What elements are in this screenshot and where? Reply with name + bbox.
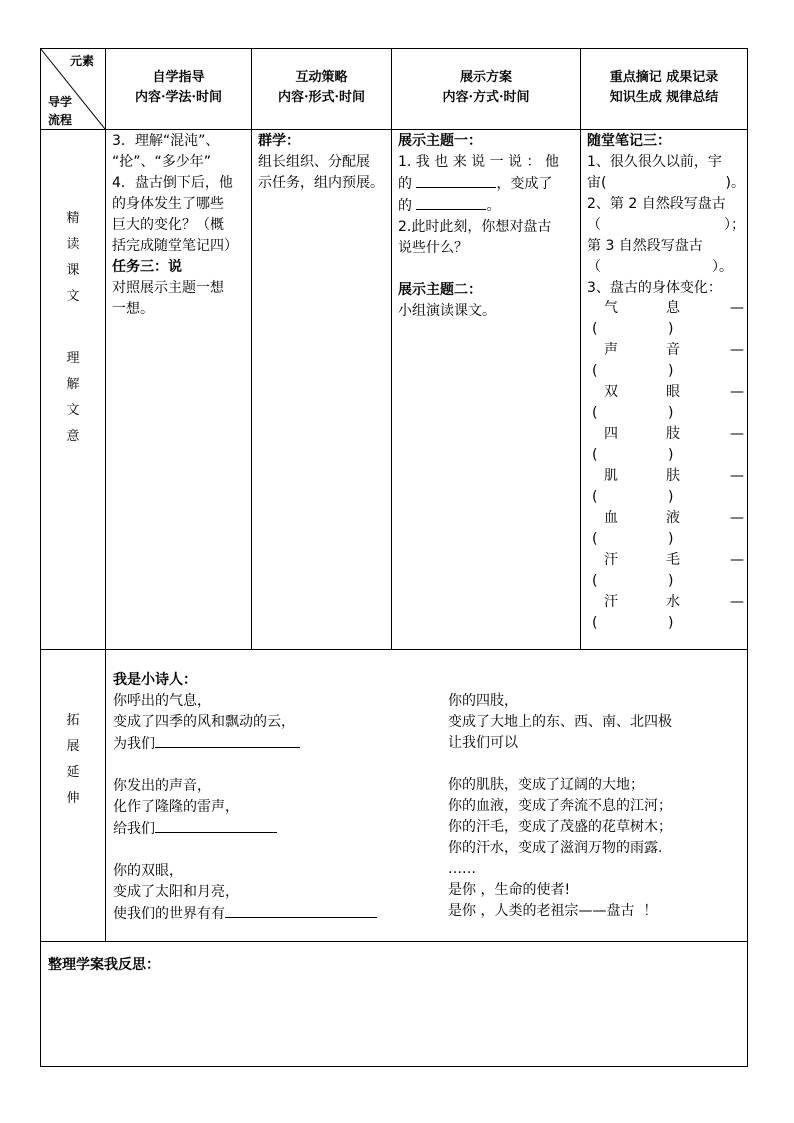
col-divider-4 bbox=[580, 48, 581, 649]
header-col-display: 展示方案 内容·方式·时间 bbox=[442, 70, 530, 105]
table-bottom-border bbox=[40, 1066, 748, 1067]
col-divider-2 bbox=[251, 48, 252, 649]
task-title: 任务三：说 bbox=[112, 259, 182, 275]
body-change-item: 肌 肤 — ( ) bbox=[592, 468, 744, 505]
row1-label-bottom: 理 解 文 意 bbox=[66, 351, 80, 444]
body-change-item: 血 液 — ( ) bbox=[592, 510, 744, 547]
header-col-interaction: 互动策略 内容·形式·时间 bbox=[277, 70, 366, 105]
body-change-item: 汗 水 — ( ) bbox=[592, 594, 744, 631]
display-title-1: 展示主题一： bbox=[398, 133, 482, 149]
col-divider-3 bbox=[391, 48, 392, 649]
table-left-border bbox=[40, 48, 41, 1067]
body-change-list bbox=[592, 298, 744, 634]
row2-label: 拓 展 延 伸 bbox=[66, 713, 80, 806]
body-change-item: 双 眼 — ( ) bbox=[592, 384, 744, 421]
display-content: 展示主题一： 1. 我 也 来 说 一 说 ： 他 的 ，变成了 的 。 2.此时此刻，你想对盘古 说些什么？ 展示主题二： 小组演读课文。 bbox=[398, 131, 578, 322]
header-bottom-border bbox=[40, 129, 748, 130]
row2-bottom-border bbox=[40, 941, 748, 942]
header-corner-top: 元素 bbox=[70, 54, 95, 68]
body-change-item: 汗 毛 — ( ) bbox=[592, 552, 744, 589]
body-change-item: 气 息 — ( ) bbox=[592, 300, 744, 337]
answer-blank[interactable] bbox=[416, 195, 486, 210]
table-top-border bbox=[40, 48, 748, 49]
reflection-area[interactable] bbox=[46, 980, 742, 1060]
self-study-content: 3．理解“混沌”、 “抡”、“多少年” 4．盘古倒下后，他 的身体发生了哪些 巨大的变化？（概 括完成随堂笔记四） 任务三：说 对照展示主题一想 一想。 bbox=[112, 131, 249, 320]
notes-title: 随堂笔记三： bbox=[587, 133, 671, 149]
poem-title: 我是小诗人： bbox=[113, 672, 197, 688]
interaction-content: 群学： 组长组织、分配展 示任务，组内预展。 bbox=[258, 131, 390, 194]
row1-label-top: 精 读 课 文 bbox=[66, 211, 80, 304]
display-title-2: 展示主题二： bbox=[398, 282, 482, 298]
header-col-notes: 重点摘记 成果记录 知识生成 规律总结 bbox=[609, 70, 719, 105]
header-col-self-study: 自学指导 内容·学法·时间 bbox=[134, 70, 223, 105]
poem-right-column: 你的四肢， 变成了大地上的东、西、南、北四极 让我们可以 你的肌肤，变成了辽阔的大地； 你的血液，变成了奔流不息的江河； 你的汗毛，变成了茂盛的花草树木； 你的汗水，变成了滋润万物的雨露. …… 是你 ，生命的使者! 是你 ，人类的老祖宗——盘古 ！ bbox=[448, 693, 672, 919]
notes-content: 随堂笔记三： 1、很久很久以前，宇 宙( )。 2、第 2 自然段写盘古 （ ）； 第 3 自然段写盘古 （ ）。 3、盘古的身体变化： bbox=[587, 133, 745, 296]
table-right-border bbox=[747, 48, 748, 1067]
body-change-item: 声 音 — ( ) bbox=[592, 342, 744, 379]
header-corner-bottom-1: 导学 bbox=[48, 95, 73, 109]
body-change-item: 四 肢 — ( ) bbox=[592, 426, 744, 463]
poem-blank[interactable] bbox=[225, 903, 377, 918]
col-divider-1 bbox=[105, 48, 106, 941]
reflection-title: 整理学案我反思： bbox=[48, 957, 160, 973]
poem-blank[interactable] bbox=[155, 733, 300, 748]
interaction-title: 群学： bbox=[258, 133, 300, 149]
answer-blank[interactable] bbox=[416, 173, 496, 188]
poem-blank[interactable] bbox=[155, 818, 277, 833]
poem-left-column: 你呼出的气息， 变成了四季的风和飘动的云， 为我们 你发出的声音， 化作了隆隆的雷声， 给我们 你的双眼， 变成了太阳和月亮， 使我们的世界有有 bbox=[113, 691, 433, 925]
row1-bottom-border bbox=[40, 649, 748, 650]
header-corner-bottom-2: 流程 bbox=[48, 113, 73, 127]
